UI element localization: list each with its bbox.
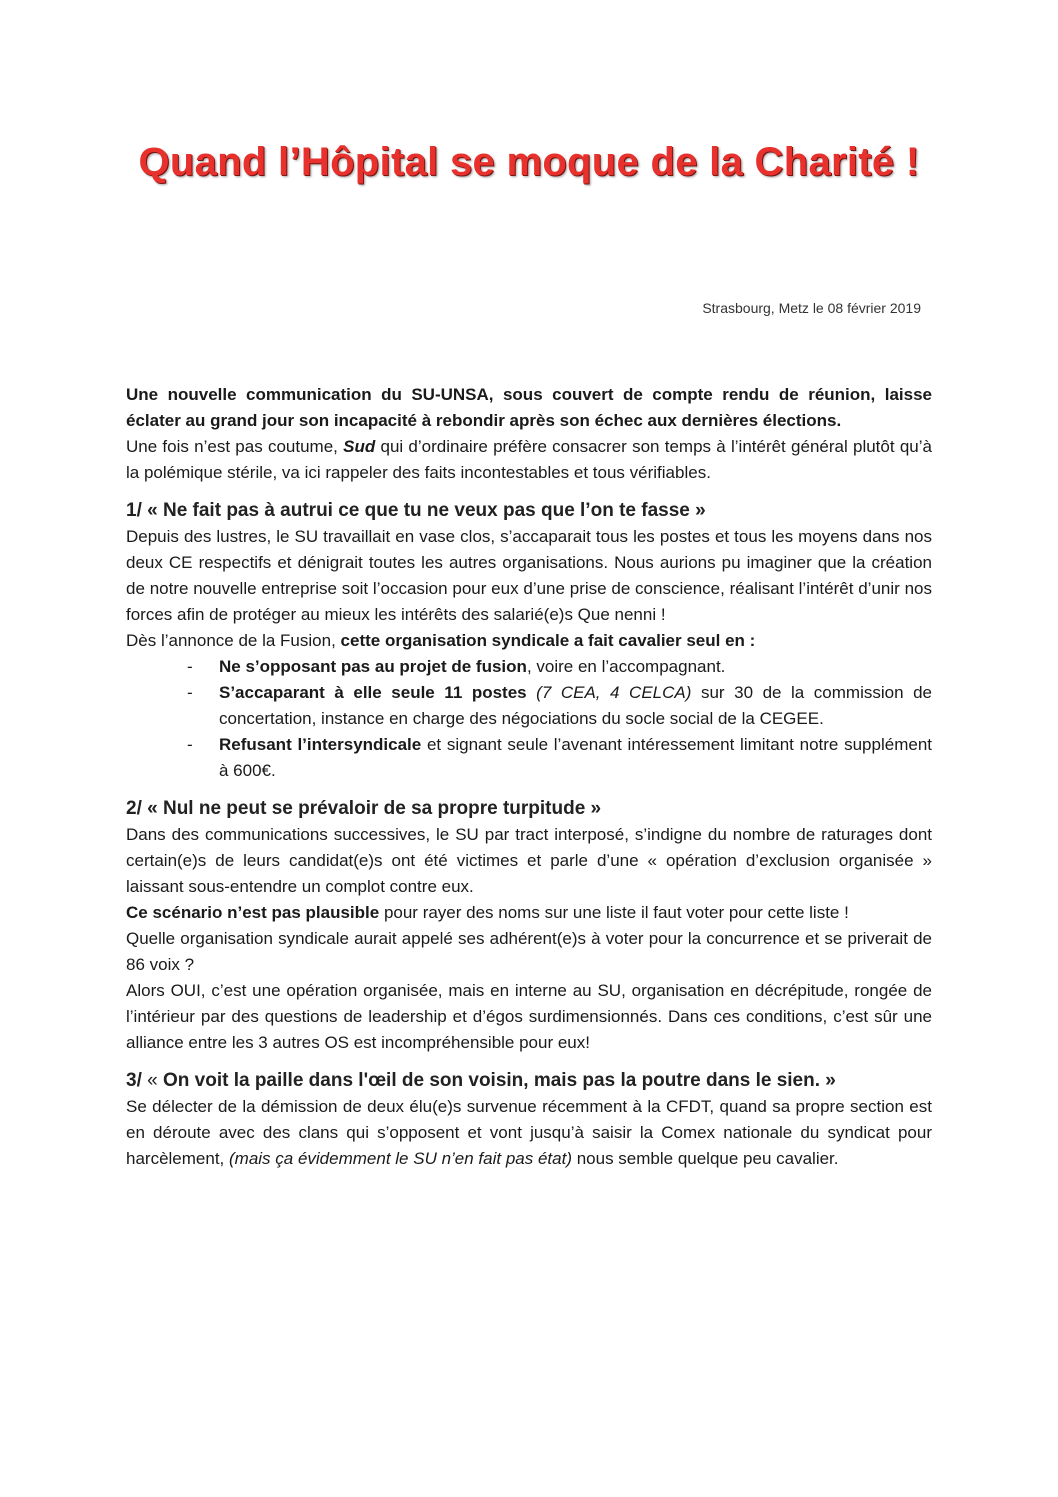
text-span: sur 30 de la commission de concertation, instance en charge des négociations du socle social de la CEGEE.	[219, 683, 932, 728]
section-number: 3/	[126, 1070, 148, 1091]
list-item	[219, 732, 932, 784]
heading-text: On voit la paille dans l'œil de son voisin, mais pas la poutre dans le sien. »	[162, 1070, 836, 1091]
text-span: qui d’ordinaire préfère consacrer son temps à l’intérêt général plutôt qu’à la polémique stérile, va ici rappeler des faits incontestables et tous vérifiables.	[126, 437, 932, 482]
bold-span: Ce scénario n’est pas plausible	[126, 903, 380, 922]
page-title: Quand l’Hôpital se moque de la Charité !	[138, 140, 920, 184]
text-span: et signant seule l’avenant intéressement limitant notre supplément à 600€.	[219, 735, 932, 780]
document-body	[126, 382, 932, 1172]
list-item	[219, 680, 932, 732]
italic-span: (mais ça évidemment le SU n’en fait pas état)	[229, 1149, 572, 1168]
bold-span: Ne s’opposant pas au projet de fusion	[219, 657, 527, 676]
italic-span: (7 CEA, 4 CELCA)	[526, 683, 692, 702]
bold-span: S’accaparant à elle seule 11 postes	[219, 683, 527, 702]
date-line: Strasbourg, Metz le 08 février 2019	[702, 300, 921, 316]
bold-span: cette organisation syndicale a fait cavalier seul en :	[340, 631, 756, 650]
quote-mark: «	[147, 1070, 163, 1091]
text-span: Une fois n’est pas coutume,	[126, 437, 344, 456]
section-2-heading: 2/ « Nul ne peut se prévaloir de sa propre turpitude »	[126, 798, 602, 819]
section-1-paragraph: Depuis des lustres, le SU travaillait en vase clos, s’accaparait tous les postes et tous les moyens dans nos deux CE respectifs et dénigrait toutes les autres organisations. Nous aurions pu imaginer que la création de notre nouvelle entreprise soit l’occasion pour eux d’une prise de conscience, réalisant l’intérêt d’unir nos forces afin de protéger au mieux les intérêts des salarié(e)s Que nenni !	[126, 527, 932, 624]
section-2-paragraph-2	[126, 900, 932, 926]
section-3-heading	[126, 1068, 932, 1094]
section-1-list	[126, 654, 932, 784]
intro-paragraph-2	[126, 434, 932, 486]
text-span: Se délecter de la démission de deux élu(e)s survenue récemment à la CFDT, quand sa propre section est en déroute avec des clans qui s’opposent et vont jusqu’à saisir la Comex nationale du syndicat pour harcèlement,	[126, 1097, 932, 1168]
list-item	[219, 654, 932, 680]
intro-paragraph: Une nouvelle communication du SU-UNSA, sous couvert de compte rendu de réunion, laisse éclater au grand jour son incapacité à rebondir après son échec aux dernières élections.	[126, 385, 932, 430]
section-3-paragraph	[126, 1094, 932, 1172]
text-span: pour rayer des noms sur une liste il faut voter pour cette liste !	[379, 903, 849, 922]
text-span: Dès l’annonce de la Fusion,	[126, 631, 341, 650]
sud-name: Sud	[343, 437, 376, 456]
section-2-paragraph-3: Quelle organisation syndicale aurait appelé ses adhérent(e)s à voter pour la concurrence et se priverait de 86 voix ?	[126, 929, 932, 974]
text-span: nous semble quelque peu cavalier.	[571, 1149, 839, 1168]
section-1-paragraph-2	[126, 628, 932, 654]
section-2-paragraph: Dans des communications successives, le SU par tract interposé, s’indigne du nombre de raturages dont certain(e)s de leurs candidat(e)s ont été victimes et parle d’une « opération d’exclusion organisée » laissant sous-entendre un complot contre eux.	[126, 825, 932, 896]
bold-span: Refusant l’intersyndicale	[219, 735, 422, 754]
text-span: , voire en l’accompagnant.	[526, 657, 726, 676]
section-1-heading: 1/ « Ne fait pas à autrui ce que tu ne veux pas que l’on te fasse »	[126, 500, 706, 521]
section-2-paragraph-4: Alors OUI, c’est une opération organisée, mais en interne au SU, organisation en décrépitude, rongée de l’intérieur par des questions de leadership et d’égos surdimensionnés. Dans ces conditions, c’est sûr une alliance entre les 3 autres OS est incompréhensible pour eux!	[126, 981, 932, 1052]
